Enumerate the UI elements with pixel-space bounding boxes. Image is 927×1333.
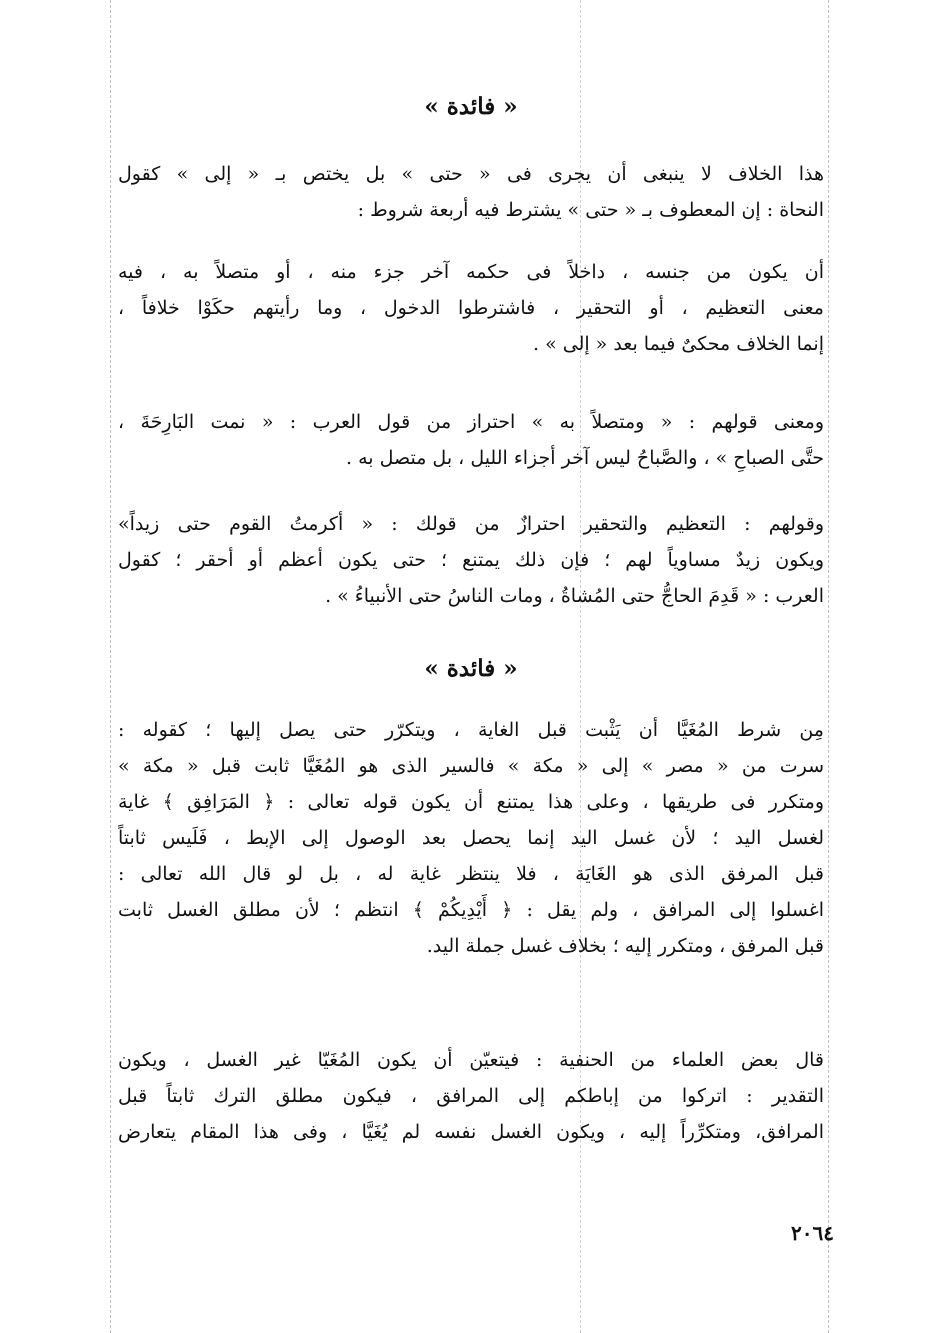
page-number: ٢٠٦٤ (791, 1221, 834, 1245)
paragraph-line: قال بعض العلماء من الحنفية : فيتعيّن أن يكون المُغَيّا غير الغسل ، ويكون (118, 1049, 824, 1071)
paragraph-5 (118, 712, 824, 964)
paragraph-line: مِن شرط المُغَيَّا أن يَثْبت قبل الغاية ، ويتكرّر حتى يصل إليها ؛ كقوله : (118, 719, 824, 741)
paragraph-line: قبل المرفق الذى هو الغَايَة ، فلا ينتظر غاية له ، بل لو قال الله تعالى : (118, 863, 824, 885)
paragraph-1 (118, 156, 824, 228)
paragraph-line: وقولهم : التعظيم والتحقير احترازٌ من قولك : « أكرمتُ القوم حتى زيداً» (118, 513, 824, 535)
paragraph-line: لغسل اليد ؛ لأن غسل اليد إنما يحصل بعد الوصول إلى الإبط ، فَلَيس ثابتاً (118, 827, 824, 849)
paragraph-line: ويكون زيدٌ مساوياً لهم ؛ فإن ذلك يمتنع ؛ حتى يكون أعظم أو أحقر ؛ كقول (118, 549, 824, 571)
paragraph-line: أن يكون من جنسه ، داخلاً فى حكمه آخر جزء منه ، أو متصلاً به ، فيه (118, 261, 824, 283)
section-heading-second: « فائدة » (424, 655, 518, 682)
paragraph-2 (118, 254, 824, 362)
paragraph-line: ومعنى قولهم : « ومتصلاً به » احتراز من قول العرب : « نمت البَارِحَةَ ، (118, 411, 824, 433)
page-guide-line-left (110, 0, 111, 1333)
paragraph-line: حتَّى الصباحِ » ، والصَّباحُ ليس آخر أجزاء الليل ، بل متصل به . (346, 447, 824, 469)
section-heading-first: « فائدة » (424, 93, 518, 120)
paragraph-line: اغسلوا إلى المرافق ، ولم يقل : ﴿ أَيْدِيكُمْ ﴾ انتظم ؛ لأن مطلق الغسل ثابت (118, 899, 824, 921)
paragraph-line: هذا الخلاف لا ينبغى أن يجرى فى « حتى » بل يختص بـ « إلى » كقول (118, 163, 824, 185)
paragraph-line: قبل المرفق ، ومتكرر إليه ؛ بخلاف غسل جملة اليد. (426, 935, 824, 957)
paragraph-line: التقدير : اتركوا من إباطكم إلى المرافق ، فيكون مطلق الترك ثابتاً قبل (118, 1085, 824, 1107)
paragraph-line: المرافق، ومتكرِّراً إليه ، ويكون الغسل نفسه لم يُغَيَّا ، وفى هذا المقام يتعارض (118, 1121, 824, 1143)
paragraph-3 (118, 404, 824, 476)
paragraph-line: سرت من « مصر » إلى « مكة » فالسير الذى هو المُغَيَّا ثابت قبل « مكة » (118, 755, 824, 777)
paragraph-6 (118, 1042, 824, 1150)
paragraph-line: إنما الخلاف محكىٌ فيما بعد « إلى » . (532, 333, 824, 355)
text-column (118, 0, 824, 1333)
paragraph-line: العرب : « قَدِمَ الحاجُّ حتى المُشاةُ ، ومات الناسُ حتى الأنبياءُ » . (325, 585, 824, 607)
page-guide-line-right (828, 0, 829, 1333)
paragraph-line: ومتكرر فى طريقها ، وعلى هذا يمتنع أن يكون قوله تعالى : ﴿ المَرَافِق ﴾ غاية (118, 791, 824, 813)
paragraph-line: معنى التعظيم ، أو التحقير ، فاشترطوا الدخول ، وما رأيتهم حكَوْا خلافاً ، (118, 297, 824, 319)
paragraph-4 (118, 506, 824, 614)
paragraph-line: النحاة : إن المعطوف بـ « حتى » يشترط فيه أربعة شروط : (357, 199, 824, 221)
